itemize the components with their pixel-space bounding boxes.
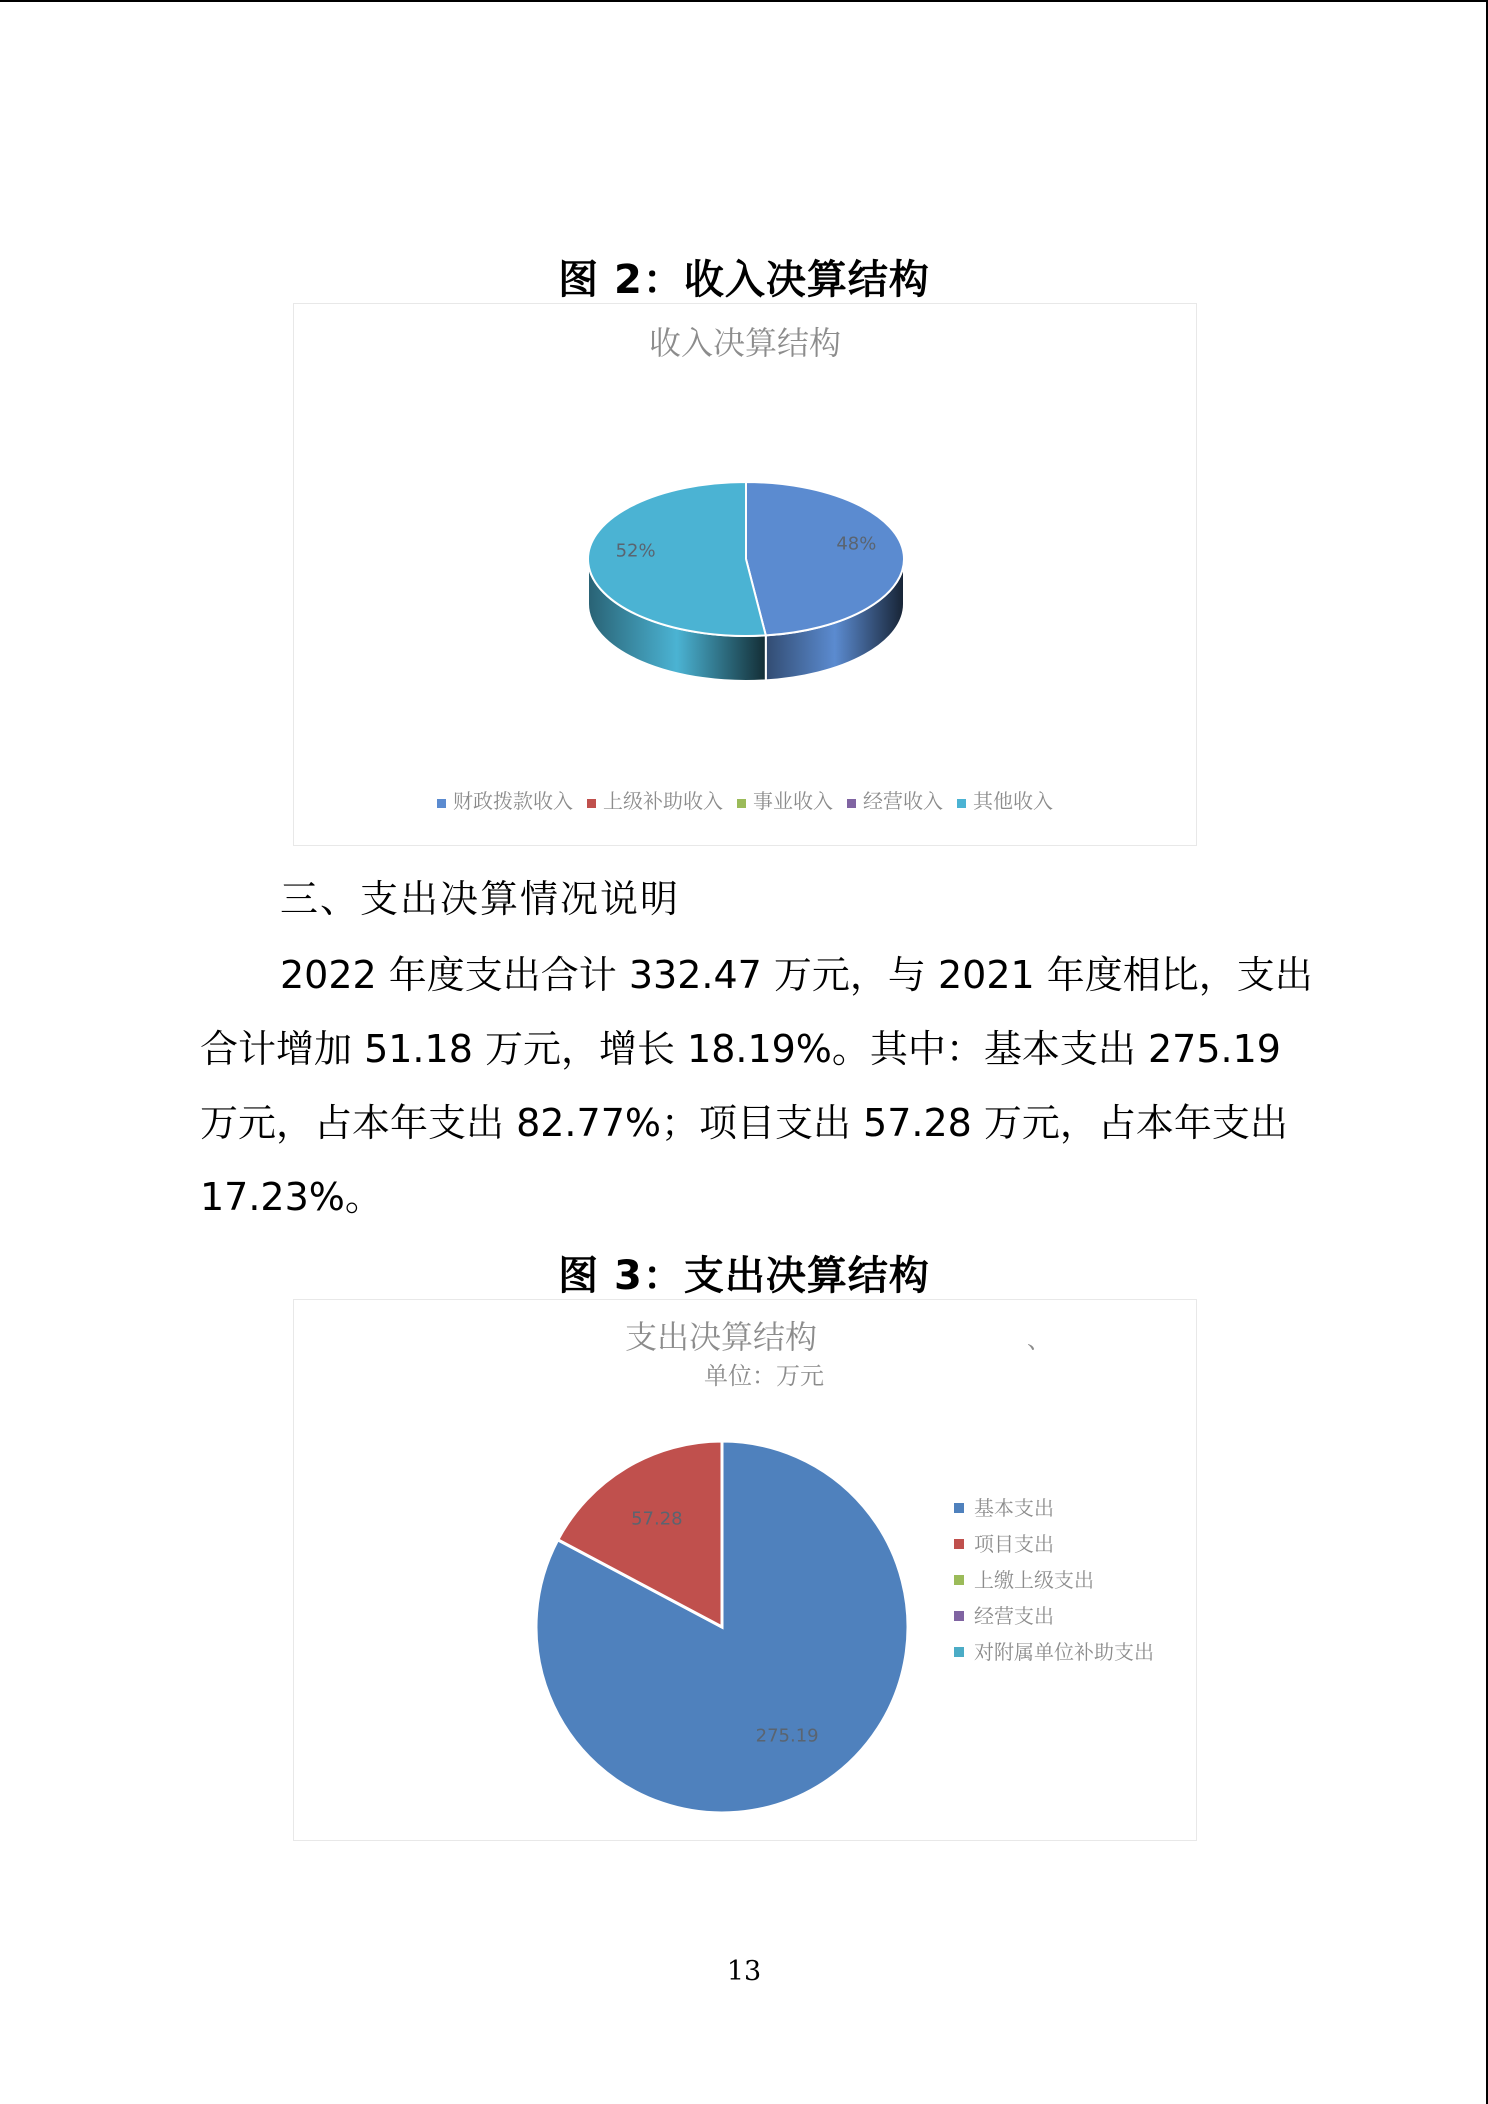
data-label-0: 48% [836,533,877,555]
legend-label-3: 经营支出 [974,1604,1054,1628]
chart-title: 支出决算结构 [624,1318,818,1356]
expense-pie-chart [294,1300,1196,1840]
income-pie-chart [294,304,1196,845]
legend-label-2: 上缴上级支出 [974,1568,1094,1592]
legend-label-2: 事业收入 [753,789,833,813]
stray-mark: 、 [1027,1326,1051,1354]
legend-label-3: 经营收入 [863,789,943,813]
legend-label-4: 对附属单位补助支出 [974,1640,1154,1664]
paragraph-line-4: 17.23%。 [200,1175,383,1219]
legend-label-0: 财政拨款收入 [453,789,573,813]
paragraph-line-3: 万元，占本年支出 82.77%；项目支出 57.28 万元，占本年支出 [200,1101,1288,1145]
chart-legend [954,1496,1154,1664]
paragraph-line-1: 2022 年度支出合计 332.47 万元，与 2021 年度相比，支出 [280,953,1313,997]
legend-swatch-0 [954,1503,964,1513]
legend-swatch-1 [587,799,596,808]
section-heading: 三、支出决算情况说明 [280,877,681,921]
figure-3-caption: 图 3：支出决算结构 [558,1253,930,1299]
expense-chart-frame [293,1299,1197,1841]
chart-subtitle: 单位：万元 [704,1362,824,1390]
legend-swatch-0 [437,799,446,808]
figure-2-caption: 图 2：收入决算结构 [558,257,930,303]
chart-legend [437,789,1053,813]
page-number: 13 [726,1956,762,1987]
income-chart-frame [293,303,1197,846]
legend-swatch-3 [847,799,856,808]
data-label-0: 275.19 [755,1725,819,1747]
paragraph-line-2: 合计增加 51.18 万元，增长 18.19%。其中：基本支出 275.19 [200,1027,1281,1071]
legend-label-1: 上级补助收入 [603,789,723,813]
chart-title: 收入决算结构 [648,324,842,362]
data-label-4: 52% [615,540,656,562]
legend-swatch-2 [954,1575,964,1585]
legend-swatch-2 [737,799,746,808]
legend-swatch-3 [954,1611,964,1621]
legend-label-4: 其他收入 [973,789,1053,813]
legend-label-0: 基本支出 [974,1496,1054,1520]
legend-label-1: 项目支出 [974,1532,1054,1556]
data-label-1: 57.28 [631,1508,683,1530]
legend-swatch-4 [954,1647,964,1657]
legend-swatch-4 [957,799,966,808]
legend-swatch-1 [954,1539,964,1549]
